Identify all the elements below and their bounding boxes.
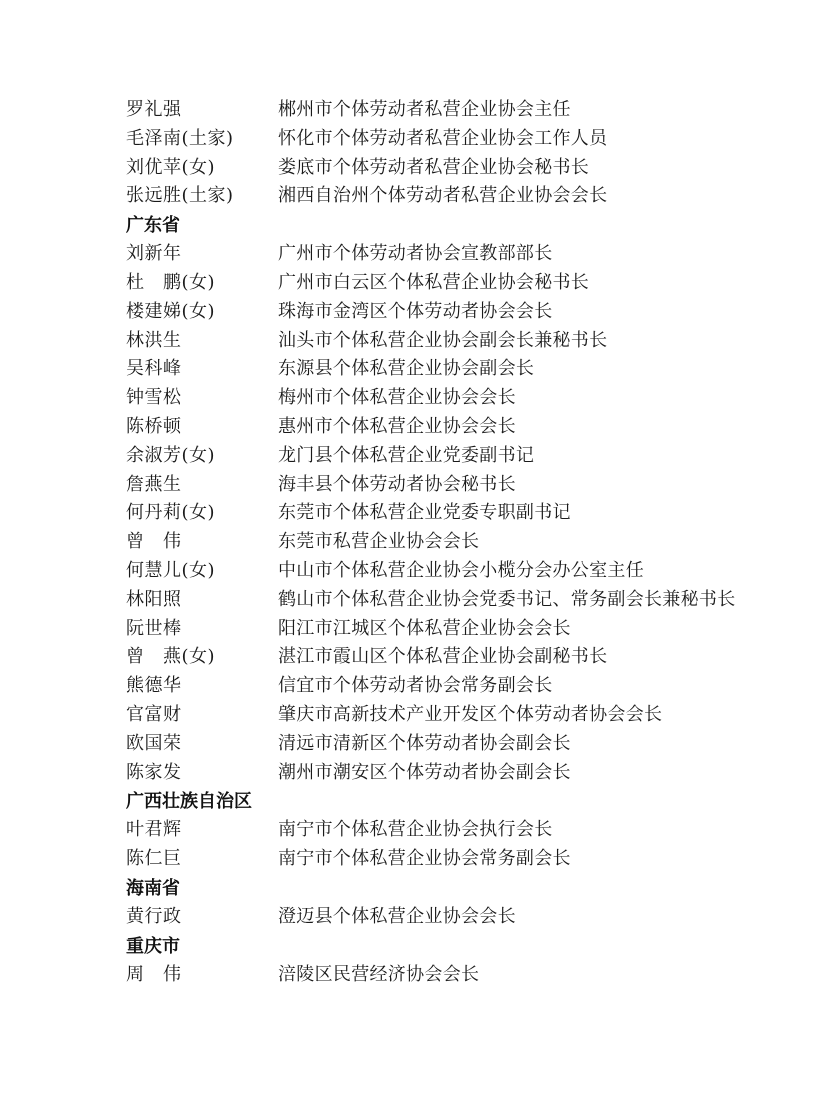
member-row — [126, 499, 766, 528]
region-heading: 海南省 — [126, 877, 180, 899]
member-name: 陈桥顿 — [126, 415, 182, 437]
member-row — [126, 586, 766, 615]
member-name: 刘新年 — [126, 243, 182, 265]
member-title: 东源县个体私营企业协会副会长 — [278, 358, 535, 380]
member-row — [126, 672, 766, 701]
member-name: 曾 伟 — [126, 531, 182, 553]
member-name: 钟雪松 — [126, 387, 182, 409]
member-title: 珠海市金湾区个体劳动者协会会长 — [278, 300, 553, 322]
member-name: 吴科峰 — [126, 358, 182, 380]
member-row — [126, 154, 766, 183]
region-heading: 广东省 — [126, 215, 180, 237]
member-title: 信宜市个体劳动者协会常务副会长 — [278, 675, 553, 697]
document-page — [126, 96, 766, 990]
member-row — [126, 298, 766, 327]
member-title: 广州市白云区个体私营企业协会秘书长 — [278, 271, 590, 293]
member-title: 怀化市个体劳动者私营企业协会工作人员 — [278, 127, 608, 149]
member-row — [126, 615, 766, 644]
member-title: 湘西自治州个体劳动者私营企业协会会长 — [278, 185, 608, 207]
member-name: 叶君辉 — [126, 819, 182, 841]
member-title: 中山市个体私营企业协会小榄分会办公室主任 — [278, 559, 644, 581]
region-heading: 重庆市 — [126, 935, 180, 957]
member-title: 娄底市个体劳动者私营企业协会秘书长 — [278, 156, 590, 178]
member-name: 周 伟 — [126, 963, 182, 985]
member-row — [126, 327, 766, 356]
member-name: 阮世棒 — [126, 617, 182, 639]
member-title: 澄迈县个体私营企业协会会长 — [278, 905, 516, 927]
member-name: 张远胜(土家) — [126, 185, 234, 207]
member-row — [126, 269, 766, 298]
member-title: 阳江市江城区个体私营企业协会会长 — [278, 617, 571, 639]
member-title: 肇庆市高新技术产业开发区个体劳动者协会会长 — [278, 703, 663, 725]
member-name: 林洪生 — [126, 329, 182, 351]
member-name: 林阳照 — [126, 588, 182, 610]
member-row — [126, 384, 766, 413]
member-row — [126, 442, 766, 471]
member-row — [126, 903, 766, 932]
member-name: 陈仁巨 — [126, 848, 182, 870]
member-name: 罗礼强 — [126, 99, 182, 120]
member-name: 曾 燕(女) — [126, 646, 216, 668]
member-name: 毛泽南(土家) — [126, 127, 234, 149]
member-row — [126, 557, 766, 586]
member-row — [126, 125, 766, 154]
member-row — [126, 240, 766, 269]
member-title: 潮州市潮安区个体劳动者协会副会长 — [278, 761, 571, 783]
member-row — [126, 355, 766, 384]
member-row — [126, 701, 766, 730]
member-title: 南宁市个体私营企业协会常务副会长 — [278, 848, 571, 870]
member-name: 熊德华 — [126, 675, 182, 697]
member-row — [126, 471, 766, 500]
member-title: 郴州市个体劳动者私营企业协会主任 — [278, 99, 571, 120]
member-name: 何丹莉(女) — [126, 502, 216, 524]
member-title: 涪陵区民营经济协会会长 — [278, 963, 480, 985]
member-row — [126, 730, 766, 759]
member-row — [126, 528, 766, 557]
member-name: 陈家发 — [126, 761, 182, 783]
member-name: 余淑芳(女) — [126, 444, 216, 466]
member-title: 东莞市私营企业协会会长 — [278, 531, 480, 553]
member-row — [126, 759, 766, 788]
member-title: 海丰县个体劳动者协会秘书长 — [278, 473, 516, 495]
member-title: 东莞市个体私营企业党委专职副书记 — [278, 502, 571, 524]
member-title: 鹤山市个体私营企业协会党委书记、常务副会长兼秘书长 — [278, 588, 736, 610]
member-title: 惠州市个体私营企业协会会长 — [278, 415, 516, 437]
member-name: 何慧儿(女) — [126, 559, 216, 581]
member-name: 杜 鹏(女) — [126, 271, 216, 293]
member-name: 詹燕生 — [126, 473, 182, 495]
member-name: 刘优苹(女) — [126, 156, 216, 178]
member-row — [126, 96, 766, 125]
member-title: 龙门县个体私营企业党委副书记 — [278, 444, 535, 466]
member-row — [126, 845, 766, 874]
member-title: 清远市清新区个体劳动者协会副会长 — [278, 732, 571, 754]
member-row — [126, 643, 766, 672]
member-name: 官富财 — [126, 703, 182, 725]
member-row — [126, 961, 766, 990]
member-title: 南宁市个体私营企业协会执行会长 — [278, 819, 553, 841]
member-name: 楼建娣(女) — [126, 300, 216, 322]
member-name: 黄行政 — [126, 905, 182, 927]
member-title: 广州市个体劳动者协会宣教部部长 — [278, 243, 553, 265]
member-title: 梅州市个体私营企业协会会长 — [278, 387, 516, 409]
member-name: 欧国荣 — [126, 732, 182, 754]
member-row — [126, 182, 766, 211]
member-title: 湛江市霞山区个体私营企业协会副秘书长 — [278, 646, 608, 668]
member-row — [126, 413, 766, 442]
region-heading: 广西壮族自治区 — [126, 791, 252, 813]
member-row — [126, 816, 766, 845]
member-title: 汕头市个体私营企业协会副会长兼秘书长 — [278, 329, 608, 351]
